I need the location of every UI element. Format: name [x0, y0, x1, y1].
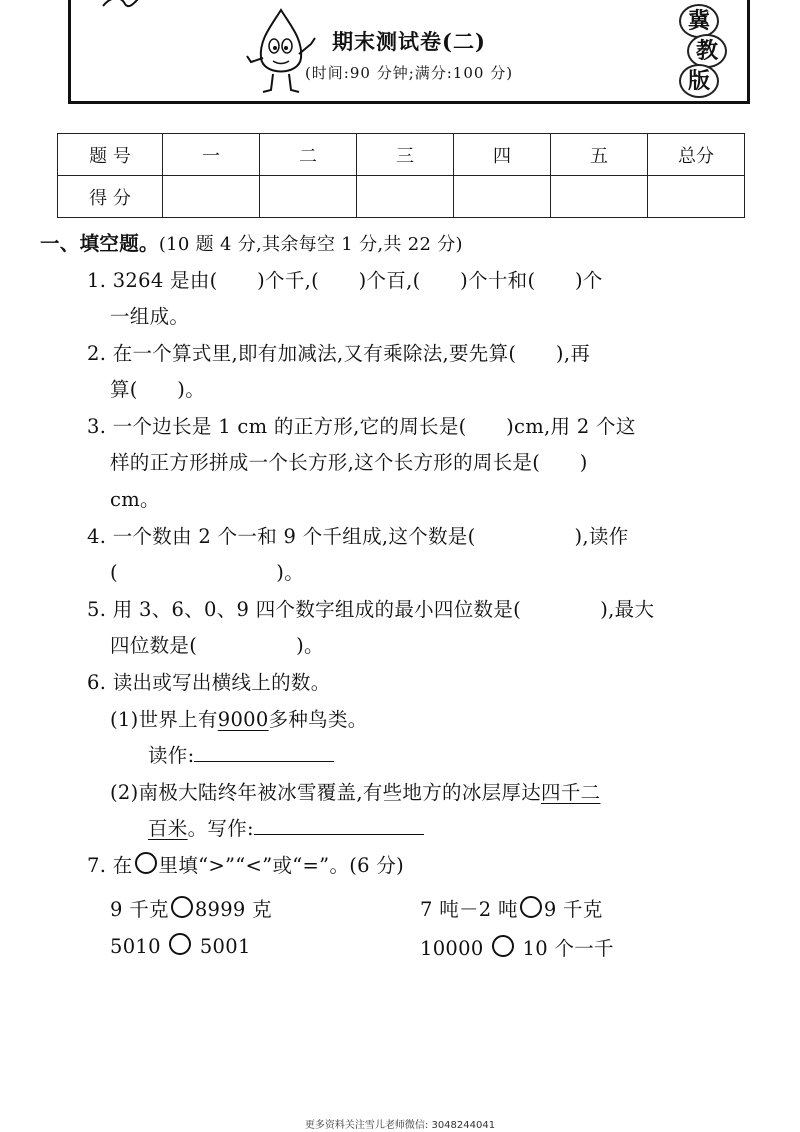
decorative-swirl-icon: [101, 0, 141, 10]
underlined-number: 四千二: [541, 781, 601, 804]
question-6-2-pre: (2)南极大陆终年被冰雪覆盖,有些地方的冰层厚达: [110, 781, 542, 804]
compare-item: [420, 933, 614, 961]
table-header-cell: 总分: [648, 134, 745, 176]
score-input-cell[interactable]: [551, 176, 648, 218]
score-table: [57, 133, 745, 218]
footer-note: 更多资料关注雪儿老师微信: 3048244041: [304, 1120, 496, 1131]
underlined-number: 9000: [217, 708, 269, 731]
question-6-heading: 6. 读出或写出横线上的数。: [87, 671, 331, 694]
table-header-cell: 一: [163, 134, 260, 176]
answer-blank[interactable]: [194, 760, 334, 762]
edition-char: 教: [687, 34, 727, 68]
table-header-cell: 题 号: [58, 134, 163, 176]
exam-title: 期末测试卷(二): [332, 29, 486, 54]
question-5-line-1: 5. 用 3、6、0、9 四个数字组成的最小四位数是( ),最大: [87, 598, 655, 621]
edition-char: 版: [679, 64, 719, 98]
question-6-1-post: 多种鸟类。: [268, 708, 368, 731]
table-header-cell: 四: [454, 134, 551, 176]
compare-circle[interactable]: [169, 933, 191, 955]
table-header-cell: 三: [357, 134, 454, 176]
question-6-2-post: 。写作:: [187, 817, 254, 840]
compare-right: 8999 克: [194, 898, 272, 921]
compare-right: 10 个一千: [522, 937, 614, 960]
table-header-cell: 五: [551, 134, 648, 176]
question-7-pre: 7. 在: [87, 854, 133, 877]
question-6-1-pre: (1)世界上有: [110, 708, 218, 731]
compare-item: [110, 894, 272, 922]
question-3-line-1: 3. 一个边长是 1 cm 的正方形,它的周长是( )cm,用 2 个这: [87, 415, 636, 438]
compare-right: 5001: [199, 935, 251, 958]
compare-circle[interactable]: [520, 896, 542, 918]
question-3-line-2: 样的正方形拼成一个长方形,这个长方形的周长是( ): [110, 451, 588, 474]
question-4-line-1: 4. 一个数由 2 个一和 9 个千组成,这个数是( ),读作: [87, 525, 629, 548]
compare-left: 7 吨－2 吨: [420, 898, 518, 921]
circle-icon: [135, 852, 157, 874]
exam-subtitle: (时间:90 分钟;满分:100 分): [304, 64, 514, 82]
question-1-line-2: 一组成。: [110, 305, 190, 328]
question-6-2-line-1: [110, 777, 600, 805]
header-box: [68, 0, 750, 104]
edition-badge: [669, 4, 729, 96]
table-label-cell: 得 分: [58, 176, 163, 218]
question-4-line-2: ( )。: [110, 561, 305, 584]
section-heading: [40, 228, 463, 256]
section-title: 一、填空题。: [40, 232, 159, 255]
question-6-1-answer: [148, 740, 334, 768]
question-7-post: 里填“>”“<”或“=”。(6 分): [158, 854, 405, 877]
section-note: (10 题 4 分,其余每空 1 分,共 22 分): [158, 234, 463, 255]
question-7-heading: [87, 850, 404, 878]
compare-left: 9 千克: [110, 898, 169, 921]
score-input-cell[interactable]: [260, 176, 357, 218]
compare-left: 10000: [420, 937, 484, 960]
question-6-1: [110, 704, 368, 732]
compare-item: [420, 894, 603, 922]
underlined-number: 百米: [148, 817, 188, 840]
score-input-cell[interactable]: [163, 176, 260, 218]
answer-blank[interactable]: [254, 833, 424, 835]
edition-char: 冀: [679, 4, 719, 38]
question-2-line-2: 算( )。: [110, 378, 206, 401]
question-5-line-2: 四位数是( )。: [110, 634, 324, 657]
question-6-2-line-2: [148, 813, 424, 841]
answer-label: 读作:: [148, 744, 195, 767]
score-input-cell[interactable]: [357, 176, 454, 218]
question-1-line-1: 1. 3264 是由( )个千,( )个百,( )个十和( )个: [87, 269, 603, 292]
compare-left: 5010: [110, 935, 161, 958]
table-row: [58, 176, 745, 218]
compare-circle[interactable]: [492, 935, 514, 957]
question-3-line-3: cm。: [110, 488, 160, 511]
compare-item: [110, 933, 251, 958]
compare-circle[interactable]: [171, 896, 193, 918]
question-2-line-1: 2. 在一个算式里,即有加减法,又有乘除法,要先算( ),再: [87, 342, 591, 365]
table-row: [58, 134, 745, 176]
compare-right: 9 千克: [543, 898, 603, 921]
table-header-cell: 二: [260, 134, 357, 176]
score-input-cell[interactable]: [454, 176, 551, 218]
score-input-cell[interactable]: [648, 176, 745, 218]
